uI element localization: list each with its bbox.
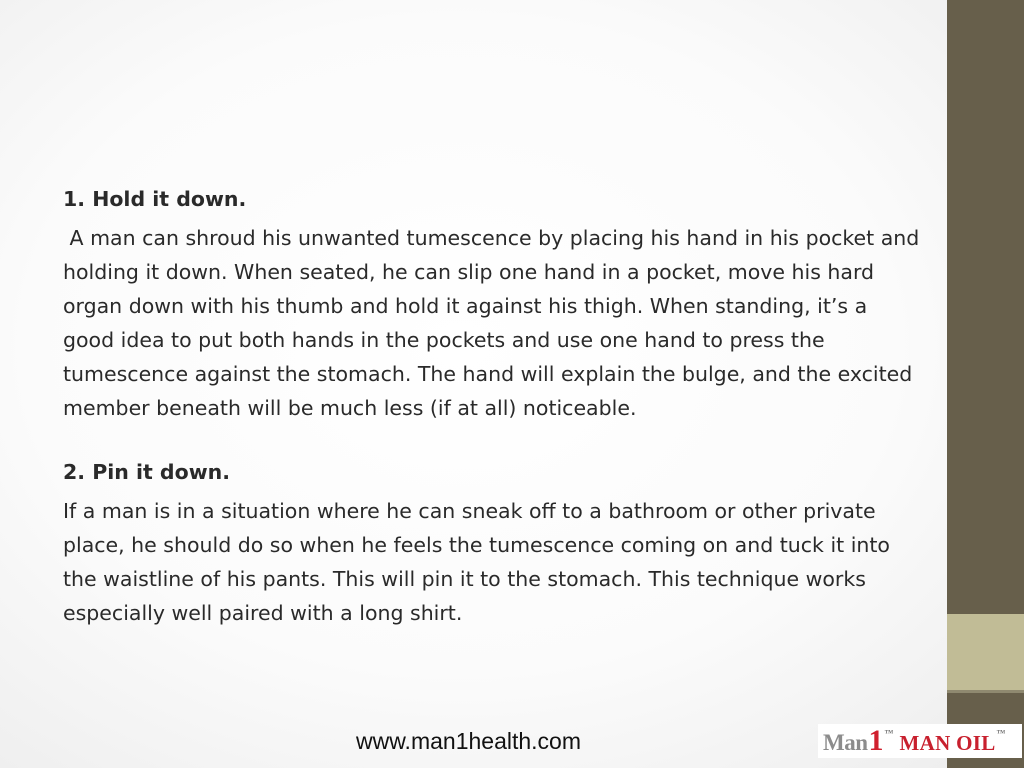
decorative-sidebar [947, 0, 1024, 768]
section-body-pin-it-down: If a man is in a situation where he can sneak off to a bathroom or other private place, he should do so when he feels the tumescence coming on and tuck it into the waistline of his pants. This will pin it to the stomach. This technique works especially well paired with a long shirt. [63, 499, 890, 625]
man1-man-oil-logo [818, 724, 1022, 758]
footer-url: www.man1health.com [356, 728, 581, 754]
sidebar-accent-block [947, 614, 1024, 690]
section-body-hold-it-down: A man can shroud his unwanted tumescence by placing his hand in his pocket and holding it down. When seated, he can slip one hand in a pocket, move his hard organ down with his thumb and hold it against his thigh. When standing, it’s a good idea to put both hands in the pockets and use one hand to press the tumescence against the stomach. The hand will explain the bulge, and the excited member beneath will be much less (if at all) noticeable. [63, 226, 926, 420]
logo-man-text: Man [823, 730, 868, 755]
logo-man-oil-text: MAN OIL [899, 731, 996, 755]
logo-trademark: ™ [884, 728, 894, 738]
sidebar-accent-edge [947, 690, 1024, 693]
section-heading-hold-it-down: 1. Hold it down. [63, 187, 247, 211]
slide-content [63, 182, 926, 630]
logo-oil-trademark: ™ [996, 728, 1006, 738]
section-heading-pin-it-down: 2. Pin it down. [63, 460, 231, 484]
logo-one-text: 1 [868, 724, 884, 757]
